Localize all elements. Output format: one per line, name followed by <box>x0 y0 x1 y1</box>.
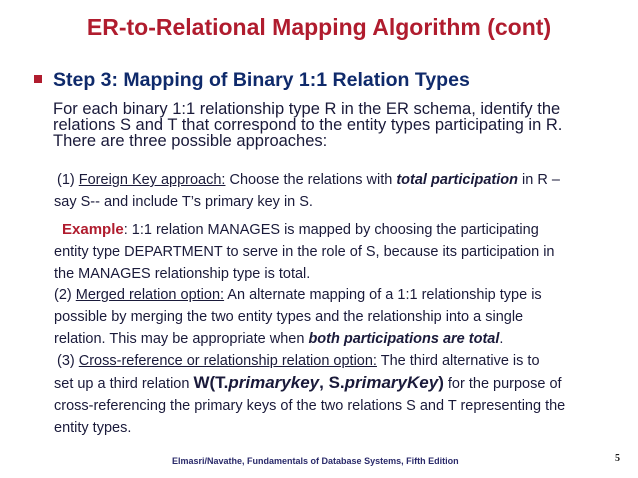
approach-1-paragraph <box>54 169 560 213</box>
relation-w-definition <box>193 373 443 392</box>
foreign-key-approach-label: Foreign Key approach: <box>78 172 226 188</box>
square-bullet-icon <box>34 75 42 83</box>
approach-3-text: The third alternative is to <box>376 353 540 369</box>
merged-relation-option-label: Merged relation option: <box>75 287 225 303</box>
approach-3-text-2: set up a third relation <box>54 376 194 392</box>
approach-3-line-3: cross-referencing the primary keys of the two relations S and T representing the <box>54 398 566 414</box>
intro-line-3: There are three possible approaches: <box>53 132 328 150</box>
primary-key-1: primarykey <box>228 373 320 392</box>
approach-1-text: Choose the relations with <box>225 172 397 188</box>
example-line-2: entity type DEPARTMENT to serve in the role of S, because its participation in <box>54 244 555 260</box>
intro-line-2: relations S and T that correspond to the entity types participating in R. <box>53 116 563 134</box>
approach-3-line-2 <box>54 372 565 395</box>
relation-w-separator: , S. <box>319 373 345 392</box>
approach-2-text-3: relation. This may be appropriate when <box>54 331 309 347</box>
approach-3-paragraph <box>54 350 565 439</box>
approach-3-text-2b: for the purpose of <box>443 376 562 392</box>
example-label: Example <box>62 221 124 238</box>
slide-title: ER-to-Relational Mapping Algorithm (cont) <box>86 14 552 40</box>
approach-3-line-4: entity types. <box>54 420 132 436</box>
approach-3-number: (3) <box>57 353 79 369</box>
approach-2-period: . <box>499 331 504 347</box>
both-participations-emphasis: both participations are total <box>308 331 500 347</box>
example-paragraph <box>54 219 554 285</box>
approach-1-line-1 <box>57 169 560 191</box>
approach-1-number: (1) <box>57 172 79 188</box>
approach-2-line-2: possible by merging the two entity types and the relationship into a single <box>54 309 524 325</box>
footer-citation: Elmasri/Navathe, Fundamentals of Database Systems, Fifth Edition <box>172 456 459 466</box>
primary-key-2: primaryKey <box>344 373 439 392</box>
approach-1-line-2: say S-- and include T’s primary key in S. <box>54 194 313 210</box>
approach-2-number: (2) <box>54 287 76 303</box>
cross-reference-option-label: Cross-reference or relationship relation option: <box>78 353 377 369</box>
relation-w-close: ) <box>438 373 444 392</box>
total-participation-emphasis: total participation <box>396 172 518 188</box>
approach-2-line-3 <box>54 328 542 350</box>
example-line-3: the MANAGES relationship type is total. <box>54 266 311 282</box>
example-text: : 1:1 relation MANAGES is mapped by choosing the participating <box>123 222 539 238</box>
intro-line-1: For each binary 1:1 relationship type R in the ER schema, identify the <box>53 100 561 118</box>
approach-2-line-1 <box>54 284 542 306</box>
approach-3-line-1 <box>57 350 565 372</box>
relation-w-open: W(T. <box>193 373 229 392</box>
example-line-1 <box>62 219 554 241</box>
step-heading: Step 3: Mapping of Binary 1:1 Relation Types <box>53 69 470 91</box>
approach-2-paragraph <box>54 284 542 350</box>
intro-paragraph <box>53 101 562 149</box>
approach-2-text: An alternate mapping of a 1:1 relationship type is <box>224 287 542 303</box>
approach-1-text-end: in R – <box>517 172 560 188</box>
page-number: 5 <box>615 453 620 464</box>
